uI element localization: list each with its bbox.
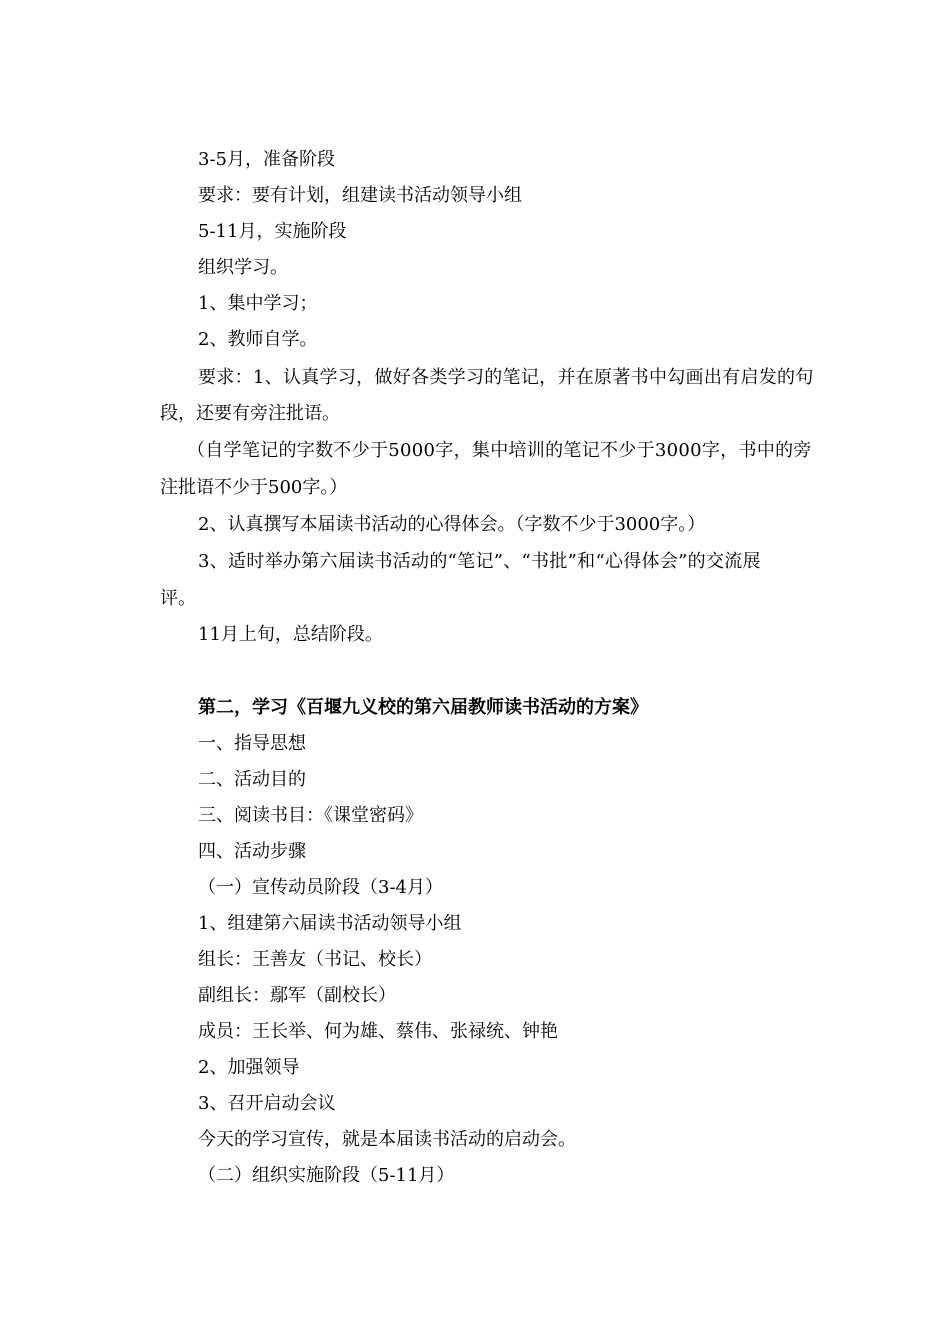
text-line: 成员：王长举、何为雄、蔡伟、张禄统、钟艳	[198, 1021, 558, 1042]
text-line: 二、活动目的	[198, 769, 306, 790]
text-line: 2、教师自学。	[198, 329, 318, 350]
text-line: （自学笔记的字数不少于5000字，集中培训的笔记不少于3000字，书中的旁	[187, 440, 812, 461]
text-line: 组织学习。	[198, 257, 288, 278]
text-line: 1、集中学习；	[198, 293, 318, 314]
text-line: 三、阅读书目：《课堂密码》	[198, 805, 423, 826]
text-line: 注批语不少于500字。）	[160, 477, 348, 498]
text-line: 要求：要有计划，组建读书活动领导小组	[198, 185, 522, 206]
section-heading: 第二，学习《百堰九义校的第六届教师读书活动的方案》	[198, 697, 648, 718]
text-line: 一、指导思想	[198, 733, 306, 754]
text-line: （二）组织实施阶段（5-11月）	[198, 1165, 455, 1186]
text-line: 5-11月，实施阶段	[198, 221, 347, 242]
text-line: 2、认真撰写本届读书活动的心得体会。（字数不少于3000字。）	[198, 514, 706, 535]
text-line: 2、加强领导	[198, 1057, 300, 1078]
text-line: 3-5月，准备阶段	[198, 149, 335, 170]
text-line: 评。	[160, 588, 196, 609]
text-line: 1、组建第六届读书活动领导小组	[198, 913, 462, 934]
text-line: 四、活动步骤	[198, 841, 306, 862]
text-line: （一）宣传动员阶段（3-4月）	[198, 877, 443, 898]
text-line: 副组长：鄢军（副校长）	[198, 985, 396, 1006]
text-line: 3、召开启动会议	[198, 1093, 336, 1114]
text-line: 11月上旬，总结阶段。	[198, 624, 383, 645]
text-line: 要求：1、认真学习，做好各类学习的笔记，并在原著书中勾画出有启发的句	[198, 367, 814, 388]
text-line: 3、适时举办第六届读书活动的“笔记”、“书批”和“心得体会”的交流展	[198, 551, 761, 572]
text-line: 组长：王善友（书记、校长）	[198, 949, 432, 970]
text-line: 段，还要有旁注批语。	[160, 403, 340, 424]
text-line: 今天的学习宣传，就是本届读书活动的启动会。	[198, 1129, 576, 1150]
